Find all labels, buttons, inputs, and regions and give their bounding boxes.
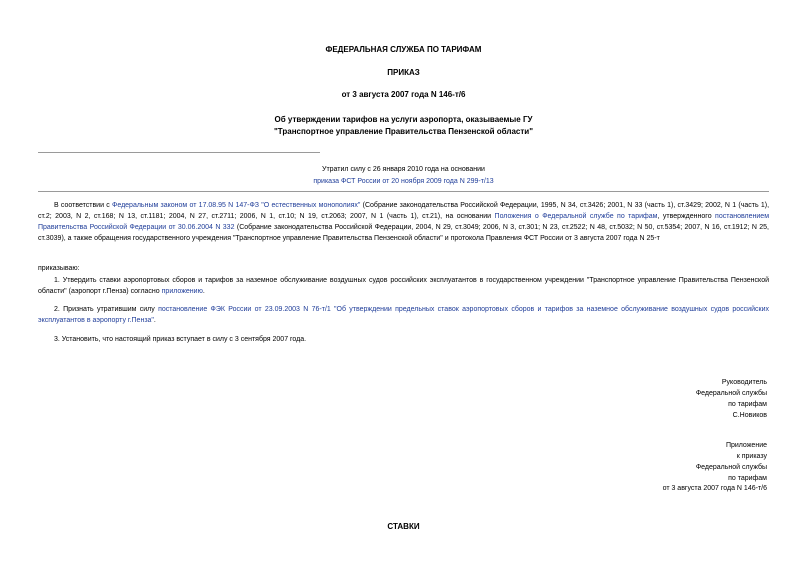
- status-note: [38, 164, 769, 188]
- appendix-link[interactable]: приложению: [161, 287, 203, 295]
- order-item-1-end: .: [202, 287, 205, 295]
- government-resolution-link[interactable]: постановлением Правительства Российской Федерации от 30.06.2004 N 332: [38, 212, 770, 231]
- appendix-block: [663, 441, 767, 495]
- order-item-3: 3. Установить, что настоящий приказ вступает в силу с 3 сентября 2007 года.: [54, 336, 307, 343]
- appendix-line4: по тарифам: [728, 474, 767, 482]
- signature-line1: Руководитель: [721, 379, 767, 386]
- signature-name: С.Новиков: [732, 411, 767, 419]
- law-link[interactable]: Федеральным законом от 17.08.95 N 147-ФЗ "О естественных монополиях": [112, 202, 361, 209]
- order-item-2-end: .: [153, 316, 156, 324]
- short-divider: [38, 152, 320, 153]
- appendix-line2: к приказу: [736, 452, 767, 460]
- status-note-link[interactable]: приказа ФСТ России от 20 ноября 2009 года N 299-т/13: [313, 177, 494, 185]
- order-item-2: [38, 305, 769, 327]
- document-date-number: от 3 августа 2007 года N 146-т/6: [341, 90, 466, 99]
- document-type: ПРИКАЗ: [387, 68, 420, 77]
- orders-word: приказываю:: [38, 265, 80, 272]
- preamble-text-1: В соответствии с: [54, 202, 113, 209]
- appendix-line5: от 3 августа 2007 года N 146-т/6: [662, 485, 767, 493]
- document-title-line1: Об утверждении тарифов на услуги аэропорта, оказываемые ГУ: [274, 115, 533, 124]
- order-item-1: [38, 276, 769, 298]
- agency-name: ФЕДЕРАЛЬНАЯ СЛУЖБА ПО ТАРИФАМ: [325, 45, 482, 54]
- signature-line2: Федеральной службы: [695, 389, 767, 397]
- rates-heading: СТАВКИ: [387, 522, 420, 531]
- appendix-line3: Федеральной службы: [695, 463, 767, 471]
- preamble-paragraph: [38, 201, 769, 244]
- fek-resolution-link[interactable]: постановление ФЭК России от 23.09.2003 N 76-т/1 "Об утверждении предельных ставок аэропортовых сборов и тарифов за наземное обслуживание воздушных судов российских эксплуатантов в аэропорту г.Пенза": [38, 306, 769, 324]
- order-item-1-text: 1. Утвердить ставки аэропортовых сборов и тарифов за наземное обслуживание воздушных судов российских эксплуатантов в государственном учреждении "Транспортное управление Правительства Пензенской области" (аэропорт г.Пенза) согласно: [38, 277, 769, 295]
- status-note-text: Утратил силу с 26 января 2010 года на основании: [322, 166, 485, 173]
- signature-block: [696, 378, 767, 421]
- document-title: [0, 114, 807, 137]
- order-item-2-text: 2. Признать утратившим силу: [54, 306, 159, 313]
- signature-line3: по тарифам: [728, 400, 767, 408]
- document-title-line2: "Транспортное управление Правительства Пензенской области": [273, 126, 533, 136]
- preamble-text-3: , утвержденного: [657, 212, 716, 220]
- appendix-line1: Приложение: [725, 442, 767, 449]
- preamble-text-2: (Собрание законодательства Российской Федерации, 1995, N 34, ст.3426; 2001, N 33 (часть 1), ст.3429; 2002, N 1 (часть 1), ст.2; 2003, N 2, ст.168; N 13, ст.1181; 2004, N 27, ст.2711; 2006, N 1, ст.10; N 19, ст.2063; 2007, N 1 (часть 1), ст.21), на основании: [38, 202, 770, 220]
- regulation-link[interactable]: Положения о Федеральной службе по тарифам: [494, 212, 658, 220]
- preamble-text-4: (Собрание законодательства Российской Федерации, 2004, N 29, ст.3049; 2006, N 3, ст.301; N 23, ст.2522; N 48, ст.5032; N 50, ст.5354; 2007, N 16, ст.1912; N 25, ст.3039), а также обращения государственного учреждения "Транспортное управление Правительства Пензенской области" и протокола Правления ФСТ России от 3 августа 2007 года N 25-т: [38, 223, 769, 242]
- full-divider: [38, 191, 769, 192]
